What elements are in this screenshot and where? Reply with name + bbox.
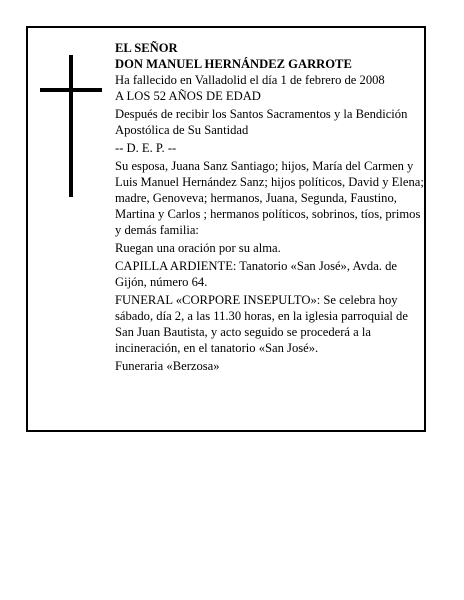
prayer-text: Ruegan una oración por su alma. — [115, 241, 281, 255]
header-line-1: EL SEÑOR — [115, 41, 178, 55]
sacraments-text: Después de recibir los Santos Sacramentos y la Bendición Apostólica de Su Santidad — [115, 107, 408, 137]
cross-horizontal-bar — [40, 88, 102, 92]
age-line: A LOS 52 AÑOS DE EDAD — [115, 89, 261, 103]
deceased-name: DON MANUEL HERNÁNDEZ GARROTE — [115, 57, 352, 71]
death-line: Ha fallecido en Valladolid el día 1 de febrero de 2008 — [115, 73, 385, 87]
family-text: Su esposa, Juana Sanz Santiago; hijos, María del Carmen y Luis Manuel Hernández Sanz; hijos políticos, David y Elena; madre, Genoveva; hermanos, Juana, Segunda, Faustino, Martina y Carlos ; hermanos políticos, sobrinos, tíos, primos y demás familia: — [115, 159, 424, 237]
obituary-text — [115, 40, 425, 376]
chapel-text: CAPILLA ARDIENTE: Tanatorio «San José», Avda. de Gijón, número 64. — [115, 259, 397, 289]
funeral-home-text: Funeraria «Berzosa» — [115, 359, 220, 373]
funeral-text: FUNERAL «CORPORE INSEPULTO»: Se celebra hoy sábado, día 2, a las 11.30 horas, en la iglesia parroquial de San Juan Bautista, y acto seguido se procederá a la incineración, en el tanatorio «San José». — [115, 293, 408, 355]
obituary-notice — [26, 26, 426, 432]
cross-vertical-bar — [69, 55, 73, 197]
rip-text: -- D. E. P. -- — [115, 141, 177, 155]
